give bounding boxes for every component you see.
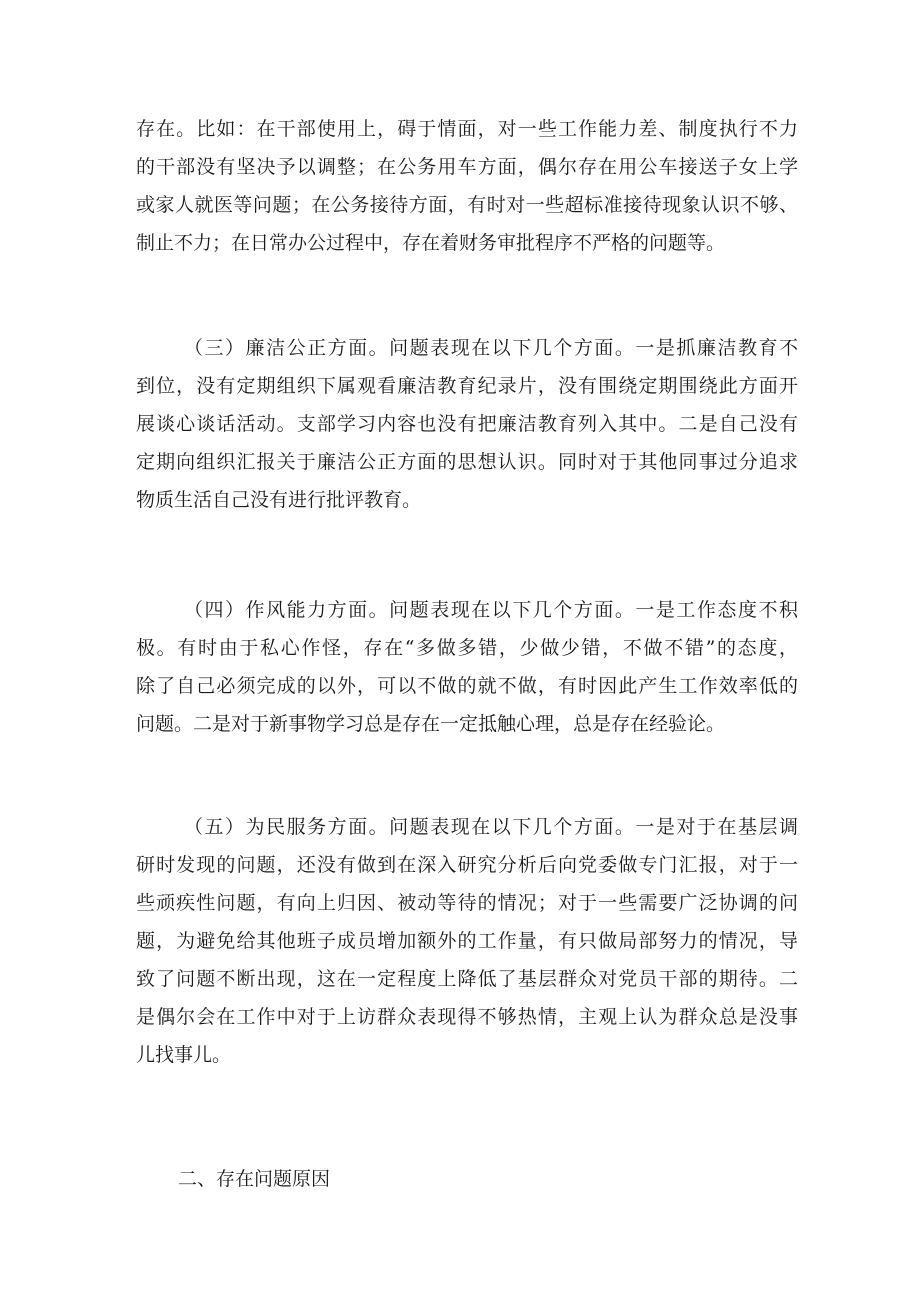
paragraph-line: 儿找事儿。 [136,1044,232,1066]
paragraph-line: 到位，没有定期组织下属观看廉洁教育纪录片，没有围绕定期围绕此方面开 [136,375,798,397]
paragraph-line: 除了自己必须完成的以外，可以不做的就不做，有时因此产生工作效率低的 [136,675,798,697]
paragraph-line: 或家人就医等问题；在公务接待方面，有时对一些超标准接待现象认识不够、 [136,194,798,216]
paragraph-integrity [136,329,798,519]
paragraph-line: 物质生活自己没有进行批评教育。 [136,489,422,511]
paragraph-line: 是偶尔会在工作中对于上访群众表现得不够热情，主观上认为群众总是没事 [136,1006,798,1028]
paragraph-line: 定期向组织汇报关于廉洁公正方面的思想认识。同时对于其他同事过分追求 [136,451,798,473]
paragraph-public-service [136,808,798,1074]
paragraph-line: 问题。二是对于新事物学习总是存在一定抵触心理，总是存在经验论。 [136,713,726,735]
paragraph-line: 极。有时由于私心作怪，存在“多做多错，少做少错，不做不错”的态度， [136,637,798,659]
section-heading: 二、存在问题原因 [178,1168,331,1190]
paragraph-line: （五）为民服务方面。问题表现在以下几个方面。一是对于在基层调 [184,816,798,838]
paragraph-line: 制止不力；在日常办公过程中，存在着财务审批程序不严格的问题等。 [136,232,726,254]
paragraph-line: （四）作风能力方面。问题表现在以下几个方面。一是工作态度不积 [184,599,798,621]
paragraph-line: 致了问题不断出现，这在一定程度上降低了基层群众对党员干部的期待。二 [136,968,798,990]
paragraph-line: 些顽疾性问题，有向上归因、被动等待的情况；对于一些需要广泛协调的问 [136,892,798,914]
paragraph-line: 存在。比如：在干部使用上，碍于情面，对一些工作能力差、制度执行不力 [136,118,798,140]
paragraph-work-style [136,591,798,743]
paragraph-line: 研时发现的问题，还没有做到在深入研究分析后向党委做专门汇报，对于一 [136,854,798,876]
paragraph-line: 展谈心谈话活动。支部学习内容也没有把廉洁教育列入其中。二是自己没有 [136,413,798,435]
paragraph-line: （三）廉洁公正方面。问题表现在以下几个方面。一是抓廉洁教育不 [184,337,798,359]
paragraph-line: 题，为避免给其他班子成员增加额外的工作量，有只做局部努力的情况，导 [136,930,798,952]
paragraph-public-resources [136,110,798,262]
paragraph-line: 的干部没有坚决予以调整；在公务用车方面，偶尔存在用公车接送子女上学 [136,156,798,178]
